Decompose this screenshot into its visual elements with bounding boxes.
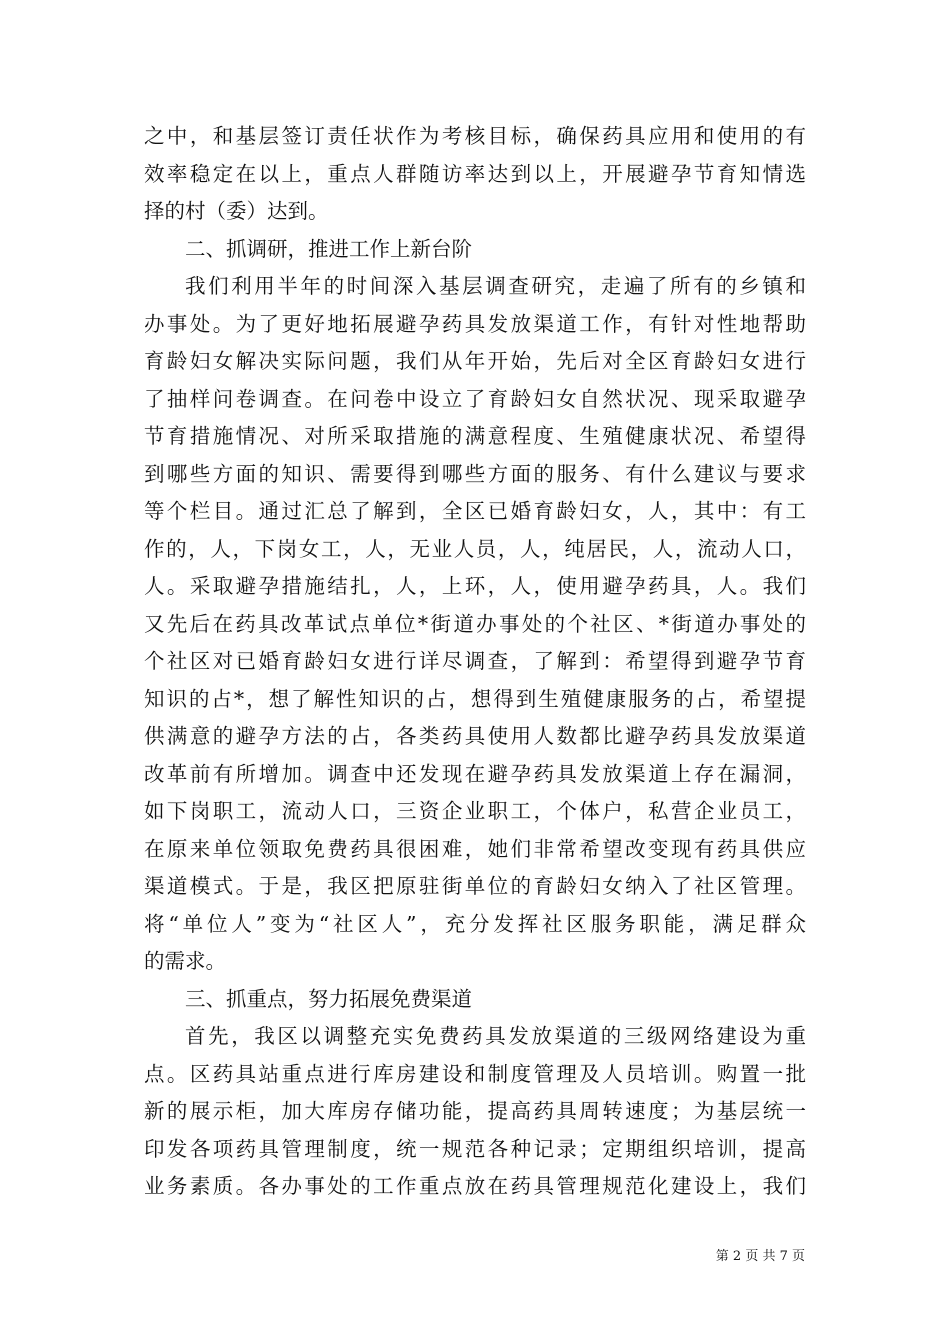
text-line: 我们利用半年的时间深入基层调查研究，走遍了所有的乡镇和 [185,274,806,298]
section-heading: 三、抓重点，努力拓展免费渠道 [185,986,472,1011]
text-line: 人。采取避孕措施结扎，人，上环，人，使用避孕药具，人。我们 [144,574,806,598]
text-line: 之中，和基层签订责任状作为考核目标，确保药具应用和使用的有 [144,124,806,148]
text-line: 首先，我区以调整充实免费药具发放渠道的三级网络建设为重 [185,1024,806,1048]
document-body [144,118,806,1206]
text-line: 改革前有所增加。调查中还发现在避孕药具发放渠道上存在漏洞， [144,761,806,786]
section-heading: 二、抓调研，推进工作上新台阶 [185,236,472,261]
text-line: 印发各项药具管理制度，统一规范各种记录；定期组织培训，提高 [144,1136,806,1161]
text-line: 点。区药具站重点进行库房建设和制度管理及人员培训。购置一批 [144,1061,806,1086]
text-line: 择的村（委）达到。 [144,199,329,223]
text-line: 业务素质。各办事处的工作重点放在药具管理规范化建设上，我们 [144,1174,806,1198]
text-line: 如下岗职工，流动人口，三资企业职工，个体户，私营企业员工， [144,799,806,823]
text-line: 办事处。为了更好地拓展避孕药具发放渠道工作，有针对性地帮助 [144,311,806,336]
text-line: 渠道模式。于是，我区把原驻街单位的育龄妇女纳入了社区管理。 [144,874,806,898]
text-line: 节育措施情况、对所采取措施的满意程度、生殖健康状况、希望得 [144,424,806,448]
text-line: 供满意的避孕方法的占，各类药具使用人数都比避孕药具发放渠道 [144,724,806,748]
text-line: 的需求。 [144,949,226,973]
text-line: 效率稳定在以上，重点人群随访率达到以上，开展避孕节育知情选 [144,161,806,186]
text-line: 个社区对已婚育龄妇女进行详尽调查，了解到：希望得到避孕节育 [144,649,806,673]
page-number: 第 2 页 共 7 页 [715,1249,805,1264]
text-line: 了抽样问卷调查。在问卷中设立了育龄妇女自然状况、现采取避孕 [144,386,806,411]
text-line: 又先后在药具改革试点单位*街道办事处的个社区、*街道办事处的 [144,611,806,636]
text-line: 育龄妇女解决实际问题，我们从年开始，先后对全区育龄妇女进行 [144,349,806,373]
text-line: 将“单位人”变为“社区人”，充分发挥社区服务职能，满足群众 [144,911,806,936]
text-line: 新的展示柜，加大库房存储功能，提高药具周转速度；为基层统一 [144,1099,806,1123]
text-line: 到哪些方面的知识、需要得到哪些方面的服务、有什么建议与要求 [144,461,806,486]
text-line: 作的，人，下岗女工，人，无业人员，人，纯居民，人，流动人口， [144,536,806,561]
text-line: 知识的占*，想了解性知识的占，想得到生殖健康服务的占，希望提 [144,686,806,711]
text-line: 等个栏目。通过汇总了解到，全区已婚育龄妇女，人，其中：有工 [144,499,806,523]
text-line: 在原来单位领取免费药具很困难，她们非常希望改变现有药具供应 [144,836,806,861]
